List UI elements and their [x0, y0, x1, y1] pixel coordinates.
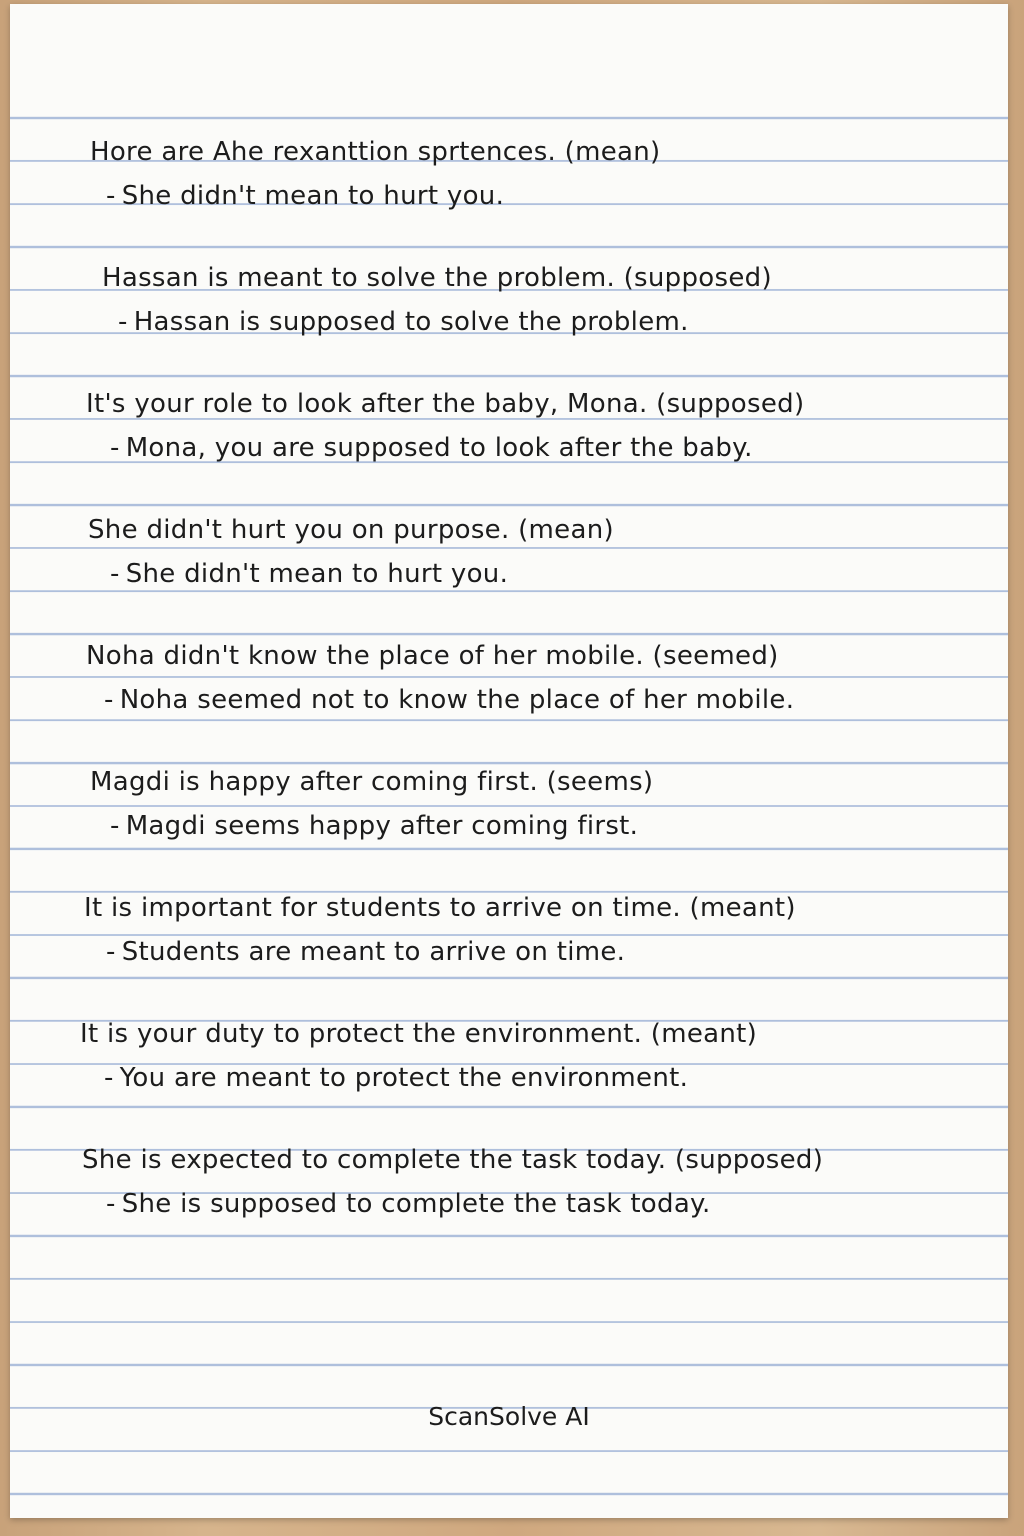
exercise-answer: [106, 937, 625, 967]
exercise-prompt: Hore are Ahe rexanttion sprtences. (mean): [90, 137, 661, 167]
exercise-prompt: Hassan is meant to solve the problem. (supposed): [102, 263, 772, 293]
footer-watermark: ScanSolve AI: [428, 1402, 590, 1431]
exercise-item: [10, 263, 1008, 389]
exercise-answer: [110, 433, 753, 463]
exercise-answer: [104, 685, 794, 715]
answer-text: She didn't mean to hurt you.: [121, 181, 505, 211]
exercise-answer: [106, 181, 504, 211]
answer-dash: -: [110, 559, 120, 589]
exercise-item: [10, 893, 1008, 1019]
exercise-item: [10, 767, 1008, 893]
exercise-answer: [118, 307, 689, 337]
answer-text: Noha seemed not to know the place of her mobile.: [119, 685, 795, 715]
exercise-item: [10, 515, 1008, 641]
answer-text: Hassan is supposed to solve the problem.: [133, 307, 689, 337]
answer-text: Magdi seems happy after coming first.: [125, 811, 639, 841]
lined-paper-sheet: [10, 4, 1008, 1518]
answer-dash: -: [110, 811, 120, 841]
answer-text: She didn't mean to hurt you.: [125, 559, 509, 589]
exercise-prompt: It is your duty to protect the environment. (meant): [80, 1019, 758, 1049]
answer-dash: -: [106, 1189, 116, 1219]
exercise-answer: [110, 811, 638, 841]
answer-text: Students are meant to arrive on time.: [121, 937, 626, 967]
exercise-prompt: Noha didn't know the place of her mobile. (seemed): [86, 641, 779, 671]
exercise-answer: [104, 1063, 688, 1093]
answer-dash: -: [106, 937, 116, 967]
exercise-prompt: It's your role to look after the baby, Mona. (supposed): [86, 389, 805, 419]
exercise-answer: [106, 1189, 711, 1219]
exercise-prompt: Magdi is happy after coming first. (seems): [90, 767, 654, 797]
exercise-prompt: She didn't hurt you on purpose. (mean): [88, 515, 614, 545]
exercise-item: [10, 641, 1008, 767]
exercise-prompt: It is important for students to arrive on time. (meant): [84, 893, 796, 923]
answer-text: She is supposed to complete the task today.: [121, 1189, 711, 1219]
exercise-list: [10, 137, 1008, 1271]
exercise-item: [10, 1019, 1008, 1145]
exercise-item: [10, 389, 1008, 515]
exercise-prompt: She is expected to complete the task today. (supposed): [82, 1145, 824, 1175]
answer-dash: -: [104, 685, 114, 715]
answer-dash: -: [104, 1063, 114, 1093]
exercise-item: [10, 1145, 1008, 1271]
answer-text: Mona, you are supposed to look after the baby.: [125, 433, 753, 463]
answer-dash: -: [106, 181, 116, 211]
answer-dash: -: [118, 307, 128, 337]
exercise-item: [10, 137, 1008, 263]
answer-dash: -: [110, 433, 120, 463]
exercise-answer: [110, 559, 508, 589]
answer-text: You are meant to protect the environment.: [119, 1063, 689, 1093]
